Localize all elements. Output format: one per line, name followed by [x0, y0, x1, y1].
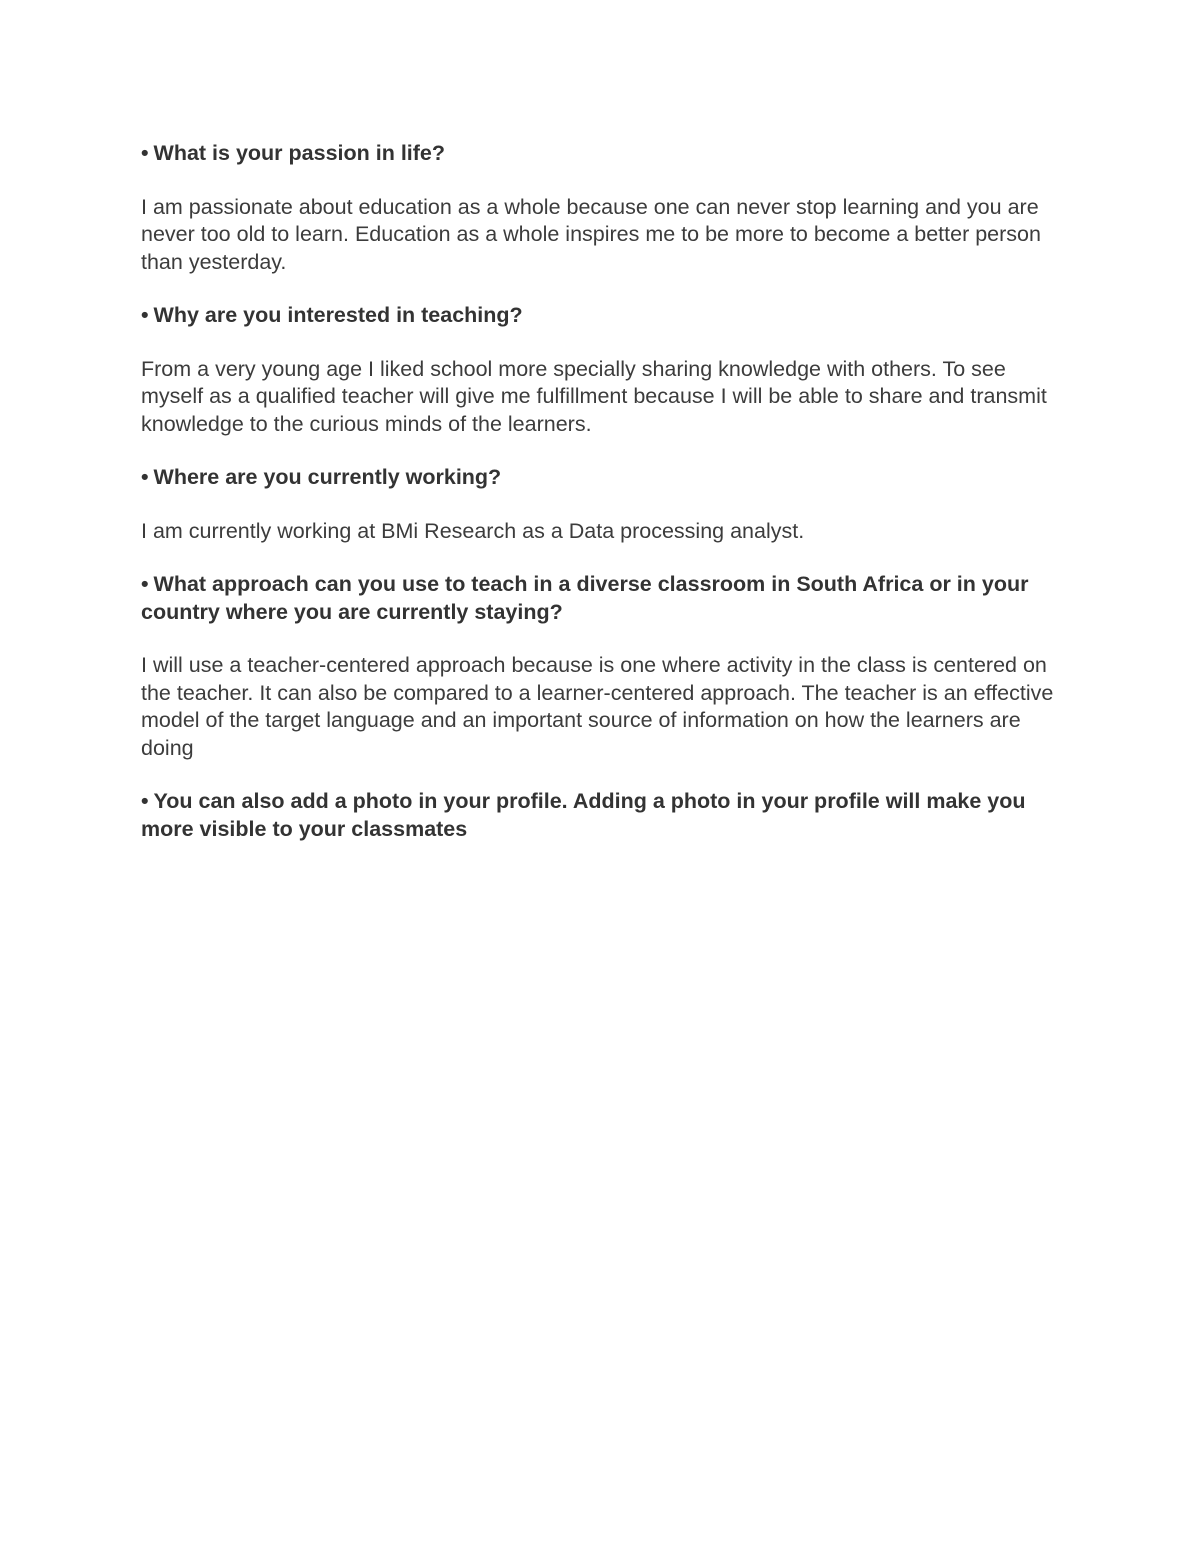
answer-teaching-interest: From a very young age I liked school more specially sharing knowledge with others. To see myself as a qualified teacher will give me fulfillment because I will be able to share and transmit knowledge to the curious minds of the learners. — [141, 356, 1047, 436]
answer-current-work: I am currently working at BMi Research as a Data processing analyst. — [141, 518, 805, 543]
bullet: • — [141, 789, 149, 813]
question-text: What approach can you use to teach in a diverse classroom in South Africa or in your country where you are currently staying? — [141, 572, 1029, 624]
bullet: • — [141, 572, 149, 596]
bullet: • — [141, 303, 149, 327]
bullet: • — [141, 465, 149, 489]
question-current-work — [141, 464, 1071, 492]
question-text: You can also add a photo in your profile. Adding a photo in your profile will make you more visible to your classmates — [141, 789, 1026, 841]
answer-teaching-approach: I will use a teacher-centered approach because is one where activity in the class is centered on the teacher. It can also be compared to a learner-centered approach. The teacher is an effective model of the target language and an important source of information on how the learners are doing — [141, 653, 1054, 760]
question-teaching-interest — [141, 302, 1071, 330]
document-page — [141, 140, 1071, 869]
bullet: • — [141, 141, 149, 165]
question-teaching-approach — [141, 571, 1071, 626]
question-text: What is your passion in life? — [153, 141, 446, 165]
question-text: Why are you interested in teaching? — [153, 303, 523, 327]
question-text: Where are you currently working? — [153, 465, 502, 489]
question-profile-photo — [141, 788, 1071, 843]
question-passion — [141, 140, 1071, 168]
answer-passion: I am passionate about education as a whole because one can never stop learning and you are never too old to learn. Education as a whole inspires me to be more to become a better person than yesterday. — [141, 194, 1041, 274]
